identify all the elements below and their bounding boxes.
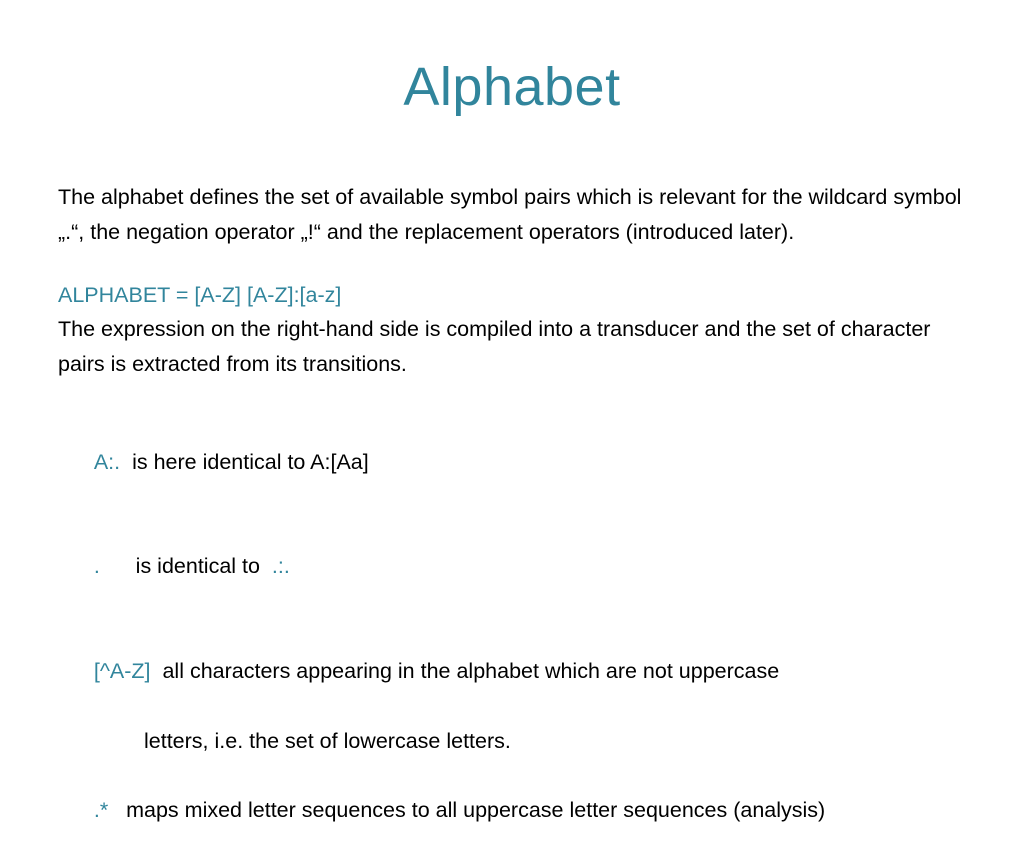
example-row-3: [58, 619, 968, 723]
intro-paragraph: The alphabet defines the set of available symbol pairs which is relevant for the wildcard symbol „.“, the negation operator „!“ and the replacement operators (introduced later).: [58, 185, 962, 244]
example-row-4: [58, 758, 968, 862]
example-text-3: all characters appearing in the alphabet which are not uppercase: [162, 658, 780, 683]
example-text-1: is here identical to A:[Aa]: [132, 449, 369, 474]
example-row-1: [58, 410, 968, 514]
spacer: [58, 250, 968, 278]
example-row-2: [58, 515, 968, 619]
example-symbol-4: .*: [93, 798, 109, 823]
example-symbol-1: A:.: [93, 449, 121, 474]
example-gap-1: [120, 450, 132, 474]
alphabet-definition: ALPHABET = [A-Z] [A-Z]:[a-z]: [58, 282, 342, 307]
example-symbol-3: [^A-Z]: [93, 658, 151, 683]
slide-body: [58, 180, 968, 863]
example-text-4: maps mixed letter sequences to all uppercase letter sequences (analysis): [126, 798, 826, 823]
example-gap-4: [108, 798, 126, 822]
example-gap-2b: [260, 554, 272, 578]
example-gap-2: [100, 554, 136, 578]
spacer: [58, 382, 968, 410]
example-gap-3: [151, 659, 163, 683]
example-continuation-3: letters, i.e. the set of lowercase letters.: [144, 728, 511, 753]
example-text-2: is identical to: [135, 554, 260, 579]
example-symbol-2: .: [93, 554, 100, 579]
example-continuation-2: .:.: [271, 554, 290, 579]
page-title: Alphabet: [403, 57, 621, 117]
definition-explanation: The expression on the right-hand side is compiled into a transducer and the set of character pairs is extracted from its transitions.: [58, 317, 931, 377]
